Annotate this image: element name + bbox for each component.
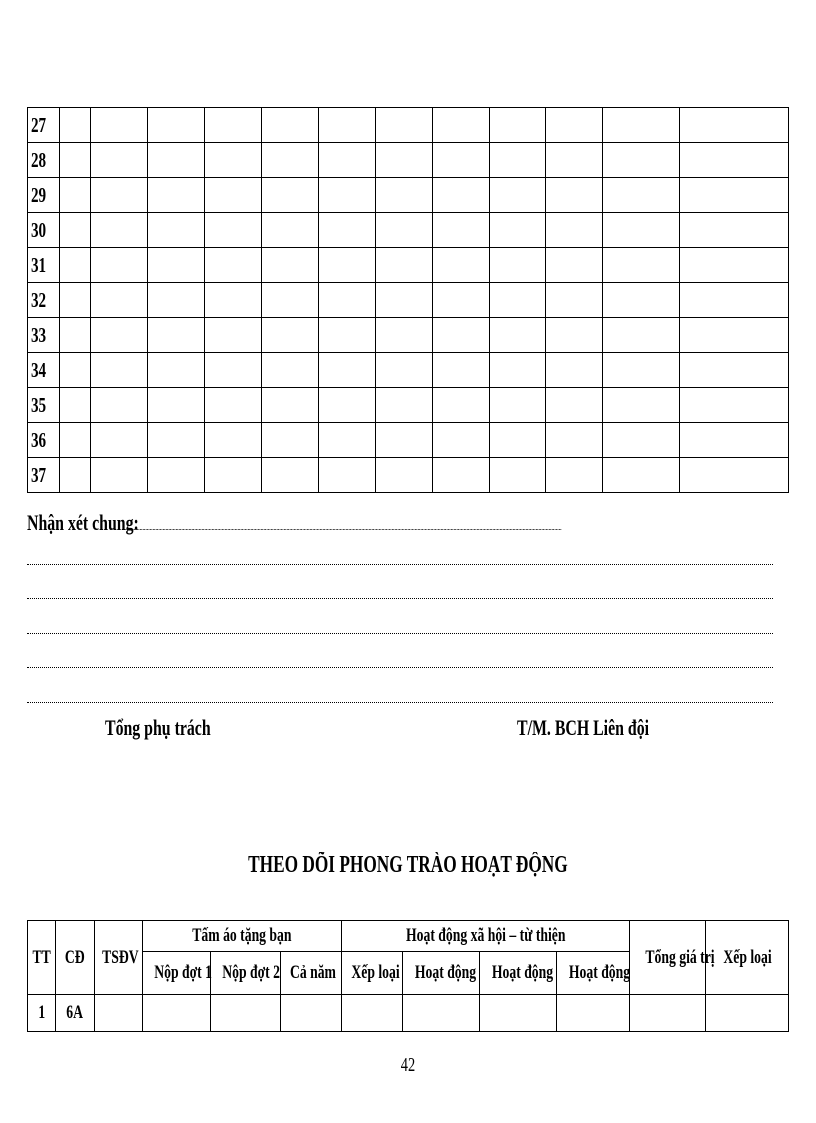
table-row [28,108,789,143]
table-cell [319,248,376,283]
table-cell [148,248,205,283]
header-full-year: Cả năm [281,952,342,995]
table-cell [490,388,546,423]
table-cell [490,213,546,248]
table-cell [148,353,205,388]
row-number: 34 [28,353,60,388]
table-cell [211,995,281,1032]
table-cell [205,143,262,178]
table-cell [205,458,262,493]
table-cell [490,248,546,283]
table-cell [680,248,789,283]
table-cell [319,178,376,213]
table-cell [603,283,680,318]
header-activity-3: Hoạt động [557,952,630,995]
table-cell [490,458,546,493]
section-title: THEO DÕI PHONG TRÀO HOẠT ĐỘNG [248,852,568,878]
table-cell [262,388,319,423]
table-cell [205,318,262,353]
table-cell [603,213,680,248]
table-cell [262,423,319,458]
table-cell [60,318,91,353]
table-cell [205,283,262,318]
table-cell [60,388,91,423]
table-cell [376,388,433,423]
table-cell [319,423,376,458]
table-cell [60,248,91,283]
table-cell [60,143,91,178]
table-cell [433,423,490,458]
table-cell [319,213,376,248]
remarks-line-1 [27,564,773,565]
table-row [28,353,789,388]
signature-union-committee: T/M. BCH Liên đội [517,715,650,740]
table-cell [480,995,557,1032]
table-cell [376,108,433,143]
table-cell [546,213,603,248]
table-cell [706,995,789,1032]
table-cell [60,108,91,143]
table-cell [546,458,603,493]
row-number: 35 [28,388,60,423]
remarks-line-5 [27,702,773,703]
table-cell [91,178,148,213]
table-cell [546,388,603,423]
table-cell [148,178,205,213]
table-cell [319,108,376,143]
table-cell [603,143,680,178]
table-cell [680,213,789,248]
table-cell [148,213,205,248]
table-cell [60,423,91,458]
general-remarks-label: Nhận xét chung: [27,510,732,536]
table-cell [319,318,376,353]
table-cell [262,318,319,353]
table-cell [148,423,205,458]
table-cell [546,283,603,318]
table-cell [319,353,376,388]
table-cell [148,283,205,318]
table-cell [91,108,148,143]
table-row [28,248,789,283]
activity-tracking-table [27,920,789,1032]
remarks-line-2 [27,598,773,599]
table-cell [546,423,603,458]
table-cell [319,283,376,318]
remarks-line-4 [27,667,773,668]
table-cell [603,178,680,213]
header-gift-shirt-group: Tấm áo tặng bạn [143,921,342,952]
table-cell [546,143,603,178]
table-cell [433,213,490,248]
table-cell [630,995,706,1032]
row-number: 32 [28,283,60,318]
row-number: 37 [28,458,60,493]
table-cell [205,178,262,213]
table-cell [91,318,148,353]
table-cell [262,178,319,213]
table-cell [342,995,403,1032]
table-cell [403,995,480,1032]
header-tt: TT [28,921,56,995]
table-cell [262,283,319,318]
table-cell [433,283,490,318]
table-cell [546,248,603,283]
table-cell [91,388,148,423]
header-activity-2: Hoạt động [480,952,557,995]
table-row [28,318,789,353]
table-cell [433,108,490,143]
attendance-table [27,107,789,493]
row-number: 28 [28,143,60,178]
cell-cd: 6A [56,995,95,1032]
table-cell [433,248,490,283]
header-submit-2: Nộp đợt 2 [211,952,281,995]
table-cell [205,213,262,248]
table-row [28,458,789,493]
table-cell [433,143,490,178]
table-cell [148,458,205,493]
table-cell [205,353,262,388]
table-cell [60,353,91,388]
table-row [28,283,789,318]
header-rank: Xếp loại [706,921,789,995]
table-cell [205,108,262,143]
table-cell [433,178,490,213]
table-cell [680,178,789,213]
table-cell [376,283,433,318]
row-number: 30 [28,213,60,248]
table-cell [148,318,205,353]
table-cell [91,353,148,388]
header-social-charity-group: Hoạt động xã hội – từ thiện [342,921,630,952]
table-cell [603,248,680,283]
table-cell [433,318,490,353]
table-cell [262,108,319,143]
table-cell [91,143,148,178]
table-cell [603,318,680,353]
table-cell [490,318,546,353]
table-cell [603,353,680,388]
table-row [28,213,789,248]
table-cell [60,283,91,318]
cell-tt: 1 [28,995,56,1032]
table-cell [490,283,546,318]
remarks-line-3 [27,633,773,634]
table-cell [680,143,789,178]
table-cell [680,458,789,493]
table-cell [205,248,262,283]
table-cell [680,283,789,318]
table-cell [433,388,490,423]
signature-general-supervisor: Tổng phụ trách [105,715,211,740]
header-cd: CĐ [56,921,95,995]
table-cell [262,458,319,493]
table-cell [205,388,262,423]
table-cell [376,213,433,248]
table-cell [376,248,433,283]
table-cell [262,353,319,388]
table-cell [680,108,789,143]
table-cell [319,458,376,493]
table-row [28,388,789,423]
table-cell [319,143,376,178]
table-row [28,423,789,458]
row-number: 27 [28,108,60,143]
table-cell [148,388,205,423]
row-number: 31 [28,248,60,283]
table-cell [60,213,91,248]
table-cell [262,213,319,248]
header-social-rank: Xếp loại [342,952,403,995]
table-cell [376,458,433,493]
header-activity-1: Hoạt động [403,952,480,995]
row-number: 33 [28,318,60,353]
table-cell [490,353,546,388]
table-cell [376,423,433,458]
table-cell [60,178,91,213]
table-cell [376,353,433,388]
table-cell [680,388,789,423]
header-submit-1: Nộp đợt 1 [143,952,211,995]
table-cell [91,213,148,248]
table-cell [95,995,143,1032]
table-cell [546,178,603,213]
table-cell [376,178,433,213]
table-cell [148,108,205,143]
table-row [28,995,789,1032]
table-row [28,143,789,178]
row-number: 36 [28,423,60,458]
table-cell [319,388,376,423]
table-cell [603,423,680,458]
table-cell [91,248,148,283]
header-tsdv: TSĐV [95,921,143,995]
table-cell [91,423,148,458]
table-cell [143,995,211,1032]
table-cell [60,458,91,493]
table-cell [262,143,319,178]
table-cell [546,318,603,353]
table-cell [680,423,789,458]
table-cell [433,353,490,388]
table-cell [490,143,546,178]
table-cell [490,108,546,143]
header-total-value: Tổng giá trị [630,921,706,995]
table-cell [680,353,789,388]
table-cell [148,143,205,178]
row-number: 29 [28,178,60,213]
table-cell [433,458,490,493]
table-cell [680,318,789,353]
table-cell [557,995,630,1032]
table-cell [281,995,342,1032]
table-cell [490,423,546,458]
table-cell [603,388,680,423]
remarks-dotted-fill [122,511,561,530]
table-cell [262,248,319,283]
table-cell [205,423,262,458]
table-cell [603,108,680,143]
table-row [28,178,789,213]
table-cell [376,318,433,353]
table-cell [91,458,148,493]
table-cell [91,283,148,318]
table-cell [546,108,603,143]
table-cell [490,178,546,213]
table-cell [376,143,433,178]
page-number: 42 [400,1054,416,1076]
table-cell [546,353,603,388]
table-cell [603,458,680,493]
